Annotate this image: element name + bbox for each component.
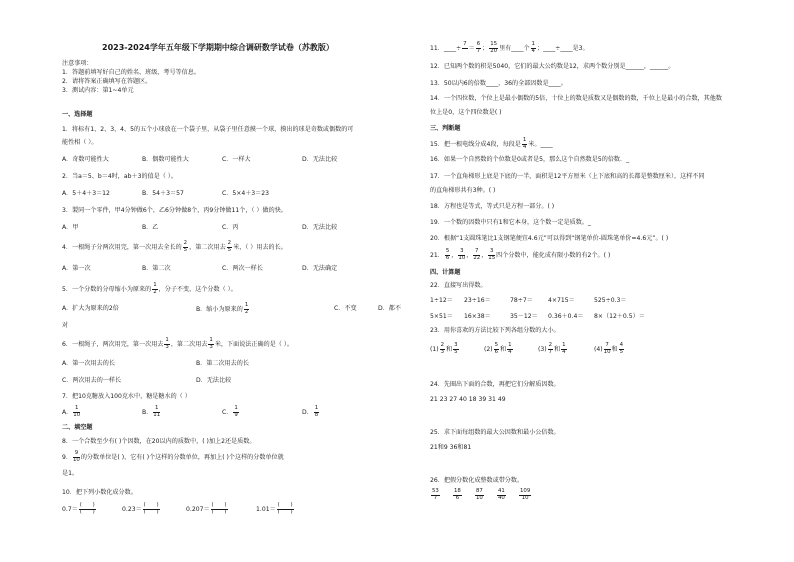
page-title: 2023-2024学年五年级下学期期中综合调研数学试卷（苏教版）	[102, 43, 334, 52]
question-11: 11．____÷ 7 ＝ $\frac{6}{7}$ ； $\frac{15}{20}$ 里有____个 $\frac{1}{4}$ ；____÷____是3。	[430, 41, 589, 54]
option-b: B．第二次用去的长	[196, 360, 249, 367]
question-1: 1．将标有1、2、3、4、5的五个小球放在一个袋子里，从袋子里任意摸一个球，摸出的球是奇数或偶数的可	[62, 126, 354, 133]
compare-item: (4) $\frac{7}{10}$ 和 $\frac{4}{5}$	[594, 342, 624, 355]
fraction: $\frac{2}{5}$	[227, 240, 232, 253]
fraction: $\frac{1}{3}$	[209, 337, 213, 350]
decimal-item: 0.23＝ $\frac{( )}{( )}$	[122, 502, 159, 515]
option-a: A．甲	[62, 224, 79, 231]
calc-item: 8×（12＋0.5）＝	[594, 313, 645, 320]
question-17-cont: 的直角梯形共有3种。( )	[430, 187, 496, 194]
fraction: $\frac{109}{10}$	[520, 488, 531, 501]
fraction: $\frac{1}{11}$	[153, 405, 161, 418]
fraction: $\frac{1}{9}$	[234, 405, 238, 418]
question-14: 14．一个四位数，个位上是最小偶数的5倍，十位上的数是质数又是偶数的数，千位上是最小的合数，其他数	[430, 95, 722, 102]
fraction: $\frac{1}{3}$	[165, 337, 169, 350]
compare-item: (1) $\frac{2}{3}$ 和 $\frac{3}{5}$	[430, 342, 458, 355]
calc-item: 1÷12＝	[430, 297, 453, 304]
section-heading: 一、选择题	[62, 111, 93, 118]
section-heading: 三、判断题	[430, 125, 461, 132]
question-22: 22．直接写出得数。	[430, 282, 487, 289]
question-text: 米，（ ）用去的长。	[233, 244, 287, 252]
calc-item: 525÷0.3＝	[594, 297, 627, 304]
option-d: D．都不	[378, 305, 401, 312]
compare-item: (2) $\frac{5}{6}$ 和 $\frac{1}{4}$	[484, 342, 512, 355]
section-heading: 二、填空题	[62, 424, 93, 431]
fraction: $\frac{18}{6}$	[454, 488, 461, 501]
calc-item: 78÷7＝	[510, 297, 533, 304]
question-19: 19．一个数的因数中只有1和它本身，这个数一定是质数。_	[430, 219, 591, 226]
calc-item: 23÷16＝	[464, 297, 491, 304]
fraction: $\frac{3}{10}$	[458, 248, 466, 261]
question-14-cont: 位上是0，这个四位数是( )	[430, 109, 502, 116]
option-a: A．扩大为原来的2倍	[62, 305, 119, 312]
calc-item: 0.36＋0.4＝	[548, 313, 584, 320]
option-c: C．一样大	[222, 156, 251, 163]
option-c: C．丙	[222, 224, 239, 231]
question-23: 23．用你喜欢的方法比较下列各组分数的大小。	[430, 327, 560, 334]
question-20: 20．根据“1支圆珠笔比1支钢笔便宜4.6元”可以得到“钢笔单价-圆珠笔单价=4.6元”。( )	[430, 235, 669, 242]
question-18: 18．方程也是等式，等式只是方程一部分。( )	[430, 203, 555, 210]
option-a: A．奇数可能性大	[62, 156, 109, 163]
question-2: 2．当a＝5、b＝4时，ab＋3的值是（ ）。	[62, 173, 177, 180]
notice-heading: 注意事项：	[62, 60, 93, 67]
question-21: 21． $\frac{5}{6}$ ， $\frac{3}{10}$ ， $\frac{7}{22}$ ， $\frac{3}{15}$ 四个分数中，能化成有限小数的有2个。( )	[430, 248, 611, 261]
notice-item: 3．测试内容：第1~4单元	[62, 87, 134, 94]
question-5	[62, 283, 237, 295]
fraction: $\frac{1}{2}$	[244, 302, 249, 315]
question-16: 16．如果一个自然数的个位数是0或者是5，那么这个自然数是5的倍数．_	[430, 156, 630, 163]
option-c: C．两次用去的一样长	[62, 377, 122, 384]
question-9-cont: 是1。	[62, 470, 79, 477]
option-d: D．无法比较	[302, 224, 338, 231]
notice-item: 2．请将答案正确填写在答题区。	[62, 78, 152, 85]
question-13: 13．50以内6的倍数____，36的全部因数是____。	[430, 80, 567, 87]
question-26: 26．把假分数化成整数或带分数。	[430, 477, 524, 484]
compare-item: (3) $\frac{2}{7}$ 和 $\frac{1}{4}$	[538, 342, 566, 355]
option-a: A．5＋4＋3＝12	[62, 190, 110, 197]
question-3: 3．製同一个零件，甲4分钟做6个，乙6分钟做8个，丙9分钟做11个，（ ）做的快。	[62, 207, 287, 214]
question-25: 25．求下面每组数的最大公因数和最小公倍数。	[430, 429, 560, 436]
question-24: 24．先圈出下面的合数，再把它们分解质因数。	[430, 381, 560, 388]
option-b: B．54＋3＝57	[142, 190, 184, 197]
option-b: B．乙	[142, 224, 159, 231]
question-10: 10．把下列小数化成分数。	[62, 489, 137, 496]
question-6	[62, 338, 293, 350]
option-c: C．不变	[334, 305, 357, 312]
question-text: 米，下面说法正确的是（ ）。	[214, 341, 293, 349]
question-text: ，第二次用去	[189, 244, 226, 252]
fraction: $\frac{1}{2}$	[153, 282, 157, 295]
question-text: 4．一根绳子分两次用完，第一次用去全长的	[62, 244, 182, 252]
option-a: A．第一次	[62, 265, 91, 272]
question-4	[62, 241, 287, 253]
option-d: D．无法比较	[302, 156, 338, 163]
question-text: 5．一个分数的分母缩小为原来的	[62, 286, 152, 294]
fraction: $\frac{6}{7}$	[476, 41, 481, 54]
calc-item: 4×715＝	[548, 297, 575, 304]
option-b: B．偶数可能性大	[142, 156, 189, 163]
fraction: $\frac{41}{40}$	[498, 488, 505, 501]
fraction: $\frac{87}{10}$	[476, 488, 483, 501]
option-d: D． $\frac{1}{8}$	[302, 405, 319, 418]
calc-item: 5×51＝	[430, 313, 453, 320]
number-list: 21 23 27 40 18 39 31 49	[430, 396, 506, 403]
fraction: $\frac{7}{22}$	[473, 248, 481, 261]
option-c: C．5×4＋3＝23	[222, 190, 270, 197]
fraction: $\frac{1}{4}$	[522, 137, 527, 150]
option-b: B． $\frac{1}{11}$	[142, 405, 161, 418]
number-list: 21和9 36和81	[430, 444, 472, 451]
option-a: A． $\frac{1}{10}$	[62, 405, 81, 418]
option-c: C．两次一样长	[222, 265, 263, 272]
question-1-cont: 能性相（ ）。	[62, 139, 98, 146]
fraction: $\frac{5}{6}$	[445, 248, 450, 261]
question-text: 6．一根绳子，两次用完，第一次用去	[62, 341, 164, 349]
fraction: $\frac{3}{15}$	[488, 248, 496, 261]
question-text: ，第二次用去	[170, 341, 208, 349]
fraction: $\frac{9}{10}$	[72, 450, 80, 463]
fraction: $\frac{53}{7}$	[432, 488, 439, 501]
option-c: C． $\frac{1}{9}$	[222, 405, 238, 418]
fraction: 7	[463, 41, 467, 47]
option-d-cont: 对	[62, 322, 69, 329]
decimal-item: 0.7＝ $\frac{( )}{( )}$	[62, 502, 95, 515]
notice-item: 1．答题前填写好自己的姓名、班级、考号等信息。	[62, 69, 200, 76]
option-b: B．第二次	[142, 265, 171, 272]
calc-item: 16×38＝	[464, 313, 491, 320]
fraction: $\frac{1}{10}$	[73, 405, 81, 418]
calc-item: 35－12＝	[510, 313, 538, 320]
question-15: 15．把一根电线分成4段，每段是 $\frac{1}{4}$ 米。____	[430, 137, 553, 150]
fraction: $\frac{2}{5}$	[183, 240, 188, 253]
option-d: D．无法确定	[302, 265, 338, 272]
decimal-item: 0.207＝ $\frac{( )}{( )}$	[186, 502, 227, 515]
question-text: ，分子不变，这个分数（ ）。	[158, 286, 237, 294]
question-8: 8．一个合数至少有( )个因数，在20以内的质数中，( )加上2还是质数。	[62, 438, 256, 445]
question-7: 7．把10克糖放入100克水中，糖是糖水的（ ）	[62, 393, 191, 400]
question-text: 的分数单位是( )，它有( )个这样的分数单位，再加上( )个这样的分数单位就	[80, 454, 284, 462]
question-12: 12．已知两个数的积是5040，它们的最大公约数是12，求两个数分别是______，______。	[430, 63, 675, 70]
decimal-item: 1.01＝ $\frac{( )}{( )}$	[256, 502, 293, 515]
option-d: D．无法比较	[196, 377, 232, 384]
section-heading: 四、计算题	[430, 269, 461, 276]
fraction: $\frac{1}{8}$	[314, 405, 319, 418]
fraction: $\frac{1}{4}$	[531, 41, 535, 54]
option-a: A．第一次用去的长	[62, 360, 115, 367]
question-9: 9． $\frac{9}{10}$ 的分数单位是( )，它有( )个这样的分数单位，再加上( )个这样的分数单位就	[62, 450, 284, 463]
fraction: $\frac{15}{20}$	[490, 41, 498, 54]
option-b: B．缩小为原来的 $\frac{1}{2}$	[196, 302, 249, 315]
question-17: 17．一个直角梯形上底是下底的一半，面积是12平方厘米（上下底和高的长都是整数厘米），这样不同	[430, 173, 705, 180]
